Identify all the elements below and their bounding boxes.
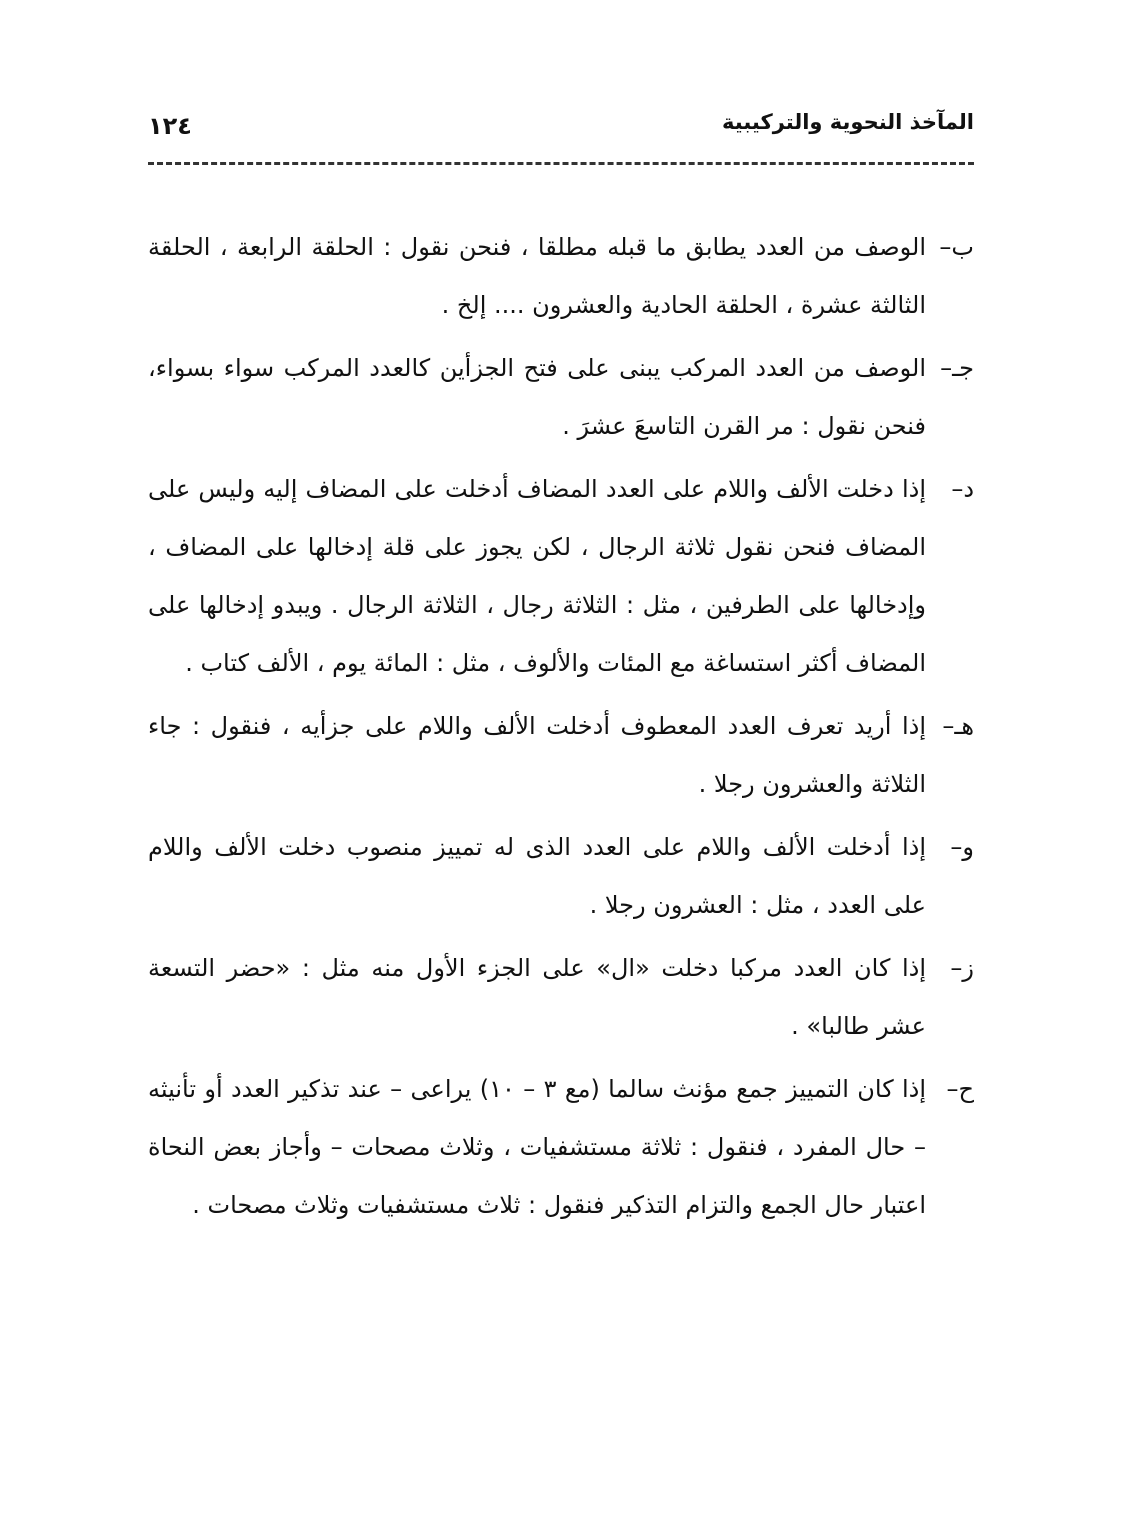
list-item [148, 218, 974, 334]
list-item [148, 460, 974, 692]
item-letter: د– [951, 475, 974, 503]
item-text: إذا أريد تعرف العدد المعطوف أدخلت الألف واللام على جزأيه ، فنقول : جاء الثلاثة والعشرون رجلا . [148, 712, 926, 798]
page-body [148, 218, 974, 1239]
item-letter: جـ– [940, 354, 974, 382]
list-item [148, 818, 974, 934]
running-title: المآخذ النحوية والتركيبية [722, 110, 974, 134]
item-text: إذا دخلت الألف واللام على العدد المضاف أدخلت على المضاف إليه وليس على المضاف فنحن نقول ثلاثة الرجال ، لكن يجوز على قلة إدخالها على المضاف ، وإدخالها على الطرفين ، مثل : الثلاثة رجال ، الثلاثة الرجال . ويبدو إدخالها على المضاف أكثر استساغة مع المئات والألوف ، مثل : المائة يوم ، الألف كتاب . [148, 475, 926, 677]
item-text: إذا أدخلت الألف واللام على العدد الذى له تمييز منصوب دخلت الألف واللام على العدد ، مثل : العشرون رجلا . [148, 833, 926, 919]
list-item [148, 339, 974, 455]
item-text: إذا كان العدد مركبا دخلت «ال» على الجزء الأول منه مثل : «حضر التسعة عشر طالبا» . [148, 954, 926, 1040]
item-letter: و– [950, 833, 974, 861]
item-text: الوصف من العدد المركب يبنى على فتح الجزأين كالعدد المركب سواء بسواء، فنحن نقول : مر القرن التاسعَ عشرَ . [148, 354, 926, 440]
running-header [148, 104, 974, 164]
list-item [148, 939, 974, 1055]
list-item [148, 1060, 974, 1234]
item-letter: هـ– [942, 712, 974, 740]
item-text: الوصف من العدد يطابق ما قبله مطلقا ، فنحن نقول : الحلقة الرابعة ، الحلقة الثالثة عشرة ، الحلقة الحادية والعشرون .... إلخ . [148, 233, 926, 319]
page-number: ١٢٤ [148, 112, 192, 140]
item-letter: ز– [950, 954, 974, 982]
list-item [148, 697, 974, 813]
header-divider [148, 162, 974, 165]
item-letter: ح– [946, 1075, 974, 1103]
item-letter: ب– [939, 233, 974, 261]
item-text: إذا كان التمييز جمع مؤنث سالما (مع ٣ – ١٠) يراعى – عند تذكير العدد أو تأنيثه – حال المفرد ، فنقول : ثلاثة مستشفيات ، وثلاث مصحات – وأجاز بعض النحاة اعتبار حال الجمع والتزام التذكير فنقول : ثلاث مستشفيات وثلاث مصحات . [148, 1075, 926, 1219]
